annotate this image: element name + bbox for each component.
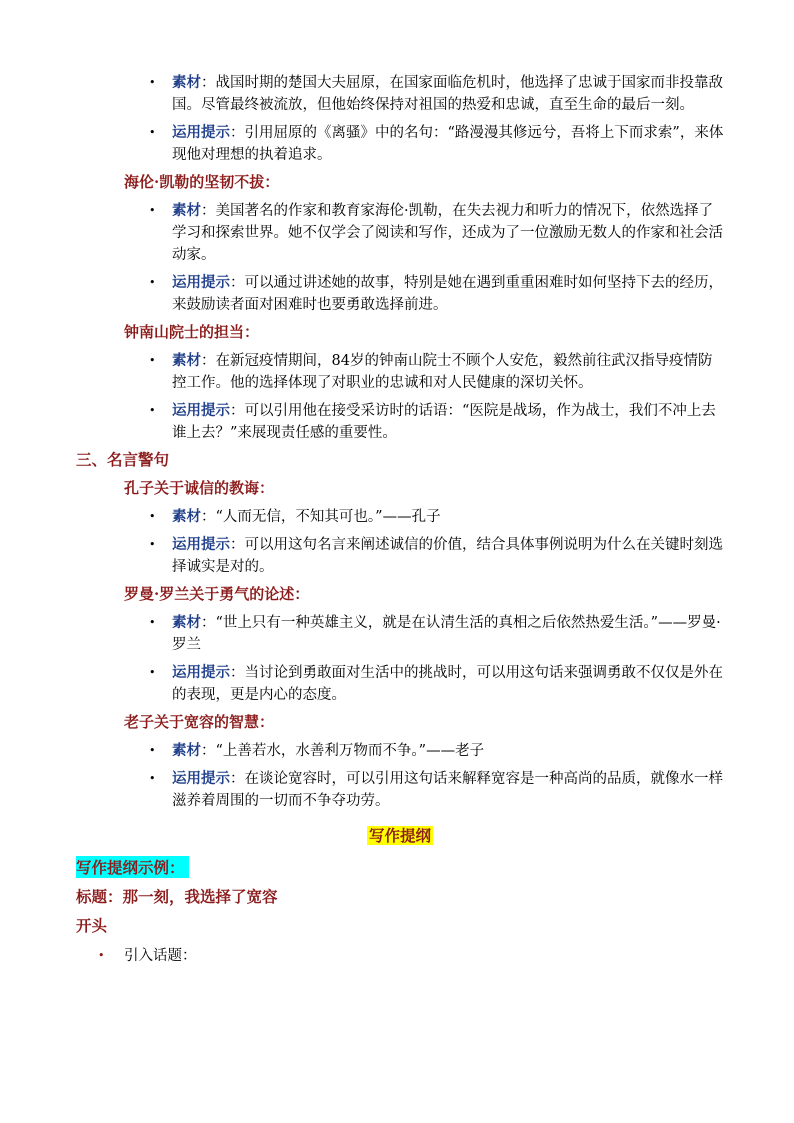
outline-example-label: 写作提纲示例：	[76, 856, 189, 878]
list-item: • 运用提示：在谈论宽容时，可以引用这句话来解释宽容是一种高尚的品质，就像水一样滋养着周围的一切而不争夺功劳。	[149, 770, 723, 809]
bullet-icon: •	[149, 76, 156, 89]
list-item	[76, 945, 724, 967]
romain-rolland-list	[76, 612, 724, 706]
outline-heading-wrap	[76, 824, 724, 846]
bullet-icon: •	[149, 354, 156, 367]
bullet-icon: •	[149, 404, 156, 417]
zhong-nanshan-list	[76, 350, 724, 444]
bullet-icon: •	[149, 126, 156, 139]
outline-opening: 开头	[76, 916, 108, 935]
bullet-icon: •	[149, 772, 156, 785]
bullet-icon: •	[149, 666, 156, 679]
bullet-icon: •	[149, 538, 156, 551]
helen-keller-list	[76, 200, 724, 316]
outline-example-wrap	[76, 856, 724, 878]
list-item: • 运用提示：当讨论到勇敢面对生活中的挑战时，可以用这句话来强调勇敢不仅仅是外在的表现，更是内心的态度。	[149, 664, 723, 703]
list-item: • 运用提示：可以通过讲述她的故事，特别是她在遇到重重困难时如何坚持下去的经历，来鼓励读者面对困难时也要勇敢选择前进。	[149, 274, 723, 313]
bullet-icon: •	[149, 616, 156, 629]
outline-heading: 写作提纲	[368, 826, 431, 845]
list-item: • 运用提示：可以引用他在接受采访时的话语：“医院是战场，作为战士，我们不冲上去谁上去？”来展现责任感的重要性。	[149, 402, 716, 441]
bullet-icon: •	[149, 510, 156, 523]
subheading-confucius: 孔子关于诚信的教诲：	[124, 479, 275, 497]
outline-title-line: 标题：那一刻，我选择了宽容	[76, 887, 278, 906]
list-item: • 素材：“人而无信，不知其可也。”——孔子	[76, 506, 724, 528]
list-item: • 素材：“世上只有一种英雄主义，就是在认清生活的真相之后依然热爱生活。”——罗曼·罗兰	[149, 614, 721, 653]
subheading-romain-rolland: 罗曼·罗兰关于勇气的论述：	[124, 585, 310, 603]
bullet-icon: •	[149, 744, 156, 757]
bullet-icon: •	[149, 276, 156, 289]
subheading-laozi: 老子关于宽容的智慧：	[124, 713, 275, 731]
intro-item-label: 引入话题：	[124, 948, 197, 964]
section-heading-quotes: 三、名言警句	[76, 450, 170, 469]
subheading-helen-keller: 海伦·凯勒的坚韧不拔：	[124, 173, 280, 191]
list-item: • 素材：在新冠疫情期间，84岁的钟南山院士不顾个人安危，毅然前往武汉指导疫情防控工作。他的选择体现了对职业的忠诚和对人民健康的深切关怀。	[149, 352, 713, 391]
list-item: • 运用提示：引用屈原的《离骚》中的名句：“路漫漫其修远兮，吾将上下而求索”，来体现他对理想的执着追求。	[149, 124, 724, 163]
bullet-icon: •	[149, 204, 156, 217]
list-item: • 素材：战国时期的楚国大夫屈原，在国家面临危机时，他选择了忠诚于国家而非投靠敌国。尽管最终被流放，但他始终保持对祖国的热爱和忠诚，直至生命的最后一刻。	[149, 74, 723, 113]
confucius-list	[76, 506, 724, 578]
list-item: • 运用提示：可以用这句名言来阐述诚信的价值，结合具体事例说明为什么在关键时刻选择诚实是对的。	[149, 536, 723, 575]
bullet-icon: •	[98, 949, 105, 962]
qu-yuan-list	[76, 72, 724, 166]
list-item: • 素材：“上善若水，水善利万物而不争。”——老子	[76, 740, 724, 762]
subheading-zhong-nanshan: 钟南山院士的担当：	[124, 323, 260, 341]
list-item: • 素材：美国著名的作家和教育家海伦·凯勒，在失去视力和听力的情况下，依然选择了学习和探索世界。她不仅学会了阅读和写作，还成为了一位激励无数人的作家和社会活动家。	[149, 202, 723, 263]
laozi-list	[76, 740, 724, 812]
document-content	[76, 72, 724, 967]
